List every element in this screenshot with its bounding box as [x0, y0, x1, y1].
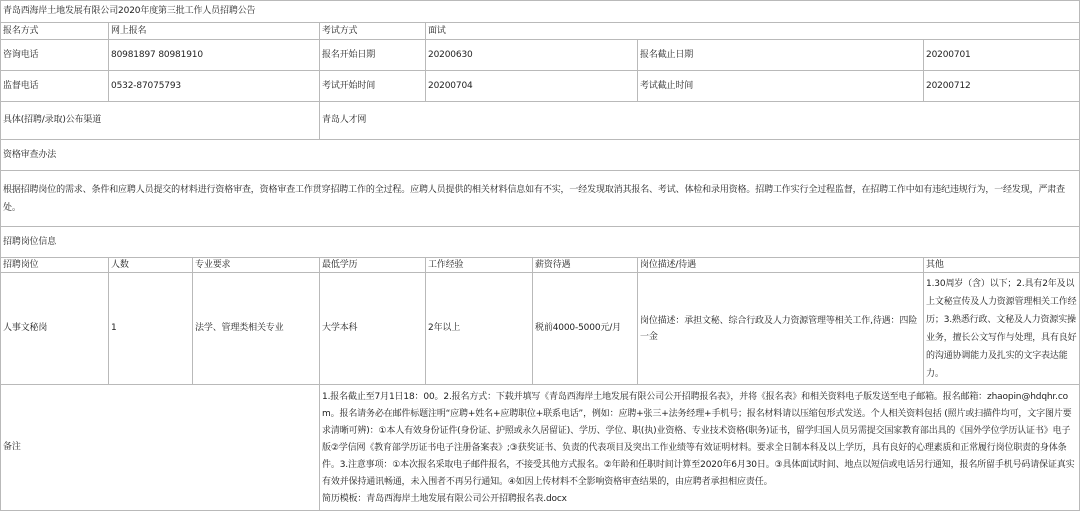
exam-method-value: 面试	[426, 23, 1080, 40]
post-other: 1.30周岁（含）以下；2.具有2年及以上文秘宣传及人力资源管理相关工作经历；3.熟悉行政、文秘及人力资源实操业务，擅长公文写作与处理，具有良好的沟通协调能力及扎实的文字表达能力。	[924, 273, 1080, 385]
review-text-row	[1, 171, 1080, 227]
post-description: 岗位描述：承担文秘、综合行政及人力资源管理等相关工作,待遇：四险一金	[638, 273, 924, 385]
column-header: 专业要求	[193, 258, 320, 273]
reg-method-label: 报名方式	[1, 23, 109, 40]
table-row	[1, 273, 1080, 385]
review-heading-row	[1, 140, 1080, 171]
column-header: 招聘岗位	[1, 258, 109, 273]
post-count: 1	[109, 273, 193, 385]
review-text: 根据招聘岗位的需求、条件和应聘人员提交的材料进行资格审查，资格审查工作贯穿招聘工作的全过程。应聘人员提供的相关材料信息如有不实，一经发现取消其报名、考试、体检和录用资格。招聘工作实行全过程监督，在招聘工作中如有违纪违规行为，一经发现，严肃查处。	[1, 171, 1080, 227]
channel-row	[1, 102, 1080, 140]
method-row	[1, 23, 1080, 40]
channel-value: 青岛人才网	[320, 102, 1080, 140]
consult-phone-value: 80981897 80981910	[109, 40, 320, 71]
reg-start-label: 报名开始日期	[320, 40, 426, 71]
column-header: 岗位描述/待遇	[638, 258, 924, 273]
post-major: 法学、管理类相关专业	[193, 273, 320, 385]
supervise-phone-label: 监督电话	[1, 71, 109, 102]
positions-header-row	[1, 258, 1080, 273]
column-header: 其他	[924, 258, 1080, 273]
exam-start-label: 考试开始时间	[320, 71, 426, 102]
post-salary: 税前4000-5000元/月	[533, 273, 638, 385]
remarks-cell	[320, 385, 1080, 511]
column-header: 最低学历	[320, 258, 426, 273]
exam-end-label: 考试截止时间	[638, 71, 924, 102]
announcement-title: 青岛西海岸土地发展有限公司2020年度第三批工作人员招聘公告	[1, 1, 1080, 23]
consult-phone-label: 咨询电话	[1, 40, 109, 71]
post-education: 大学本科	[320, 273, 426, 385]
column-header: 薪资待遇	[533, 258, 638, 273]
channel-label: 具体(招聘/录取)公布渠道	[1, 102, 320, 140]
remarks-row	[1, 385, 1080, 511]
column-header: 工作经验	[426, 258, 533, 273]
exam-end-value: 20200712	[924, 71, 1080, 102]
reg-start-value: 20200630	[426, 40, 638, 71]
positions-heading: 招聘岗位信息	[1, 227, 1080, 258]
exam-method-label: 考试方式	[320, 23, 426, 40]
reg-end-value: 20200701	[924, 40, 1080, 71]
positions-heading-row	[1, 227, 1080, 258]
template-file-link[interactable]: 简历模板：青岛西海岸土地发展有限公司公开招聘报名表.docx	[322, 493, 567, 504]
post-name: 人事文秘岗	[1, 273, 109, 385]
exam-start-value: 20200704	[426, 71, 638, 102]
title-row	[1, 1, 1080, 23]
post-experience: 2年以上	[426, 273, 533, 385]
consult-row	[1, 40, 1080, 71]
supervise-phone-value: 0532-87075793	[109, 71, 320, 102]
remarks-text: 1.报名截止至7月1日18：00。2.报名方式：下载并填写《青岛西海岸土地发展有限公司公开招聘报名表》，并将《报名表》和相关资料电子版发送至电子邮箱。报名邮箱：zhaopin@hdqhr.com。报名请务必在邮件标题注明“应聘+姓名+应聘职位+联系电话”，例如：应聘+张三+法务经理+手机号；报名材料请以压缩包形式发送。个人相关资料包括 (照片或扫描件均可，文字图片要求清晰可辨)：①本人有效身份证件(身份证、护照或永久居留证)、学历、学位、职(执)业资格、专业技术资格(职务)证书，留学归国人员另需提交国家教育部出具的《国外学位学历认证书》电子版②学信网《教育部学历证书电子注册备案表》;③获奖证书、负责的代表项目及突出工作业绩等有效证明材料。要求全日制本科及以上学历，具有良好的心理素质和正常履行岗位职责的身体条件。3.注意事项：①本次报名采取电子邮件报名，不接受其他方式报名。②年龄和任职时间计算至2020年6月30日。③具体面试时间、地点以短信或电话另行通知，报名所留手机号码请保证真实有效并保持通讯畅通，未入围者不再另行通知。④如因上传材料不全影响资格审查结果的，由应聘者承担相应责任。	[322, 391, 1075, 487]
supervise-row	[1, 71, 1080, 102]
reg-end-label: 报名截止日期	[638, 40, 924, 71]
column-header: 人数	[109, 258, 193, 273]
remarks-label: 备注	[1, 385, 320, 511]
reg-method-value: 网上报名	[109, 23, 320, 40]
review-heading: 资格审查办法	[1, 140, 1080, 171]
